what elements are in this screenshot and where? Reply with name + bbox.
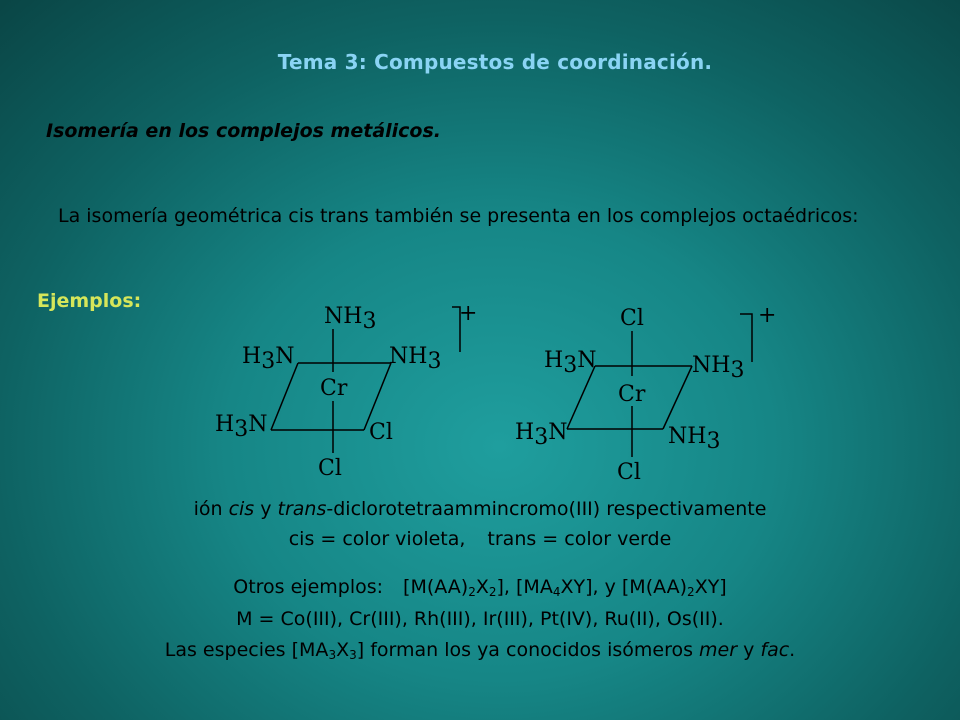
trans-bottom-ligand: Cl: [617, 460, 641, 485]
cis-upper-right-ligand: NH3: [389, 344, 442, 374]
mer-fac-line: Las especies $[MA_3X_3]$ forman los ya conocidos isómeros mer y fac.: [164, 639, 796, 662]
cis-bottom-ligand: Cl: [318, 456, 342, 481]
trans-top-ligand: Cl: [620, 306, 644, 331]
trans-lower-right-ligand: NH3: [668, 424, 721, 454]
trans-upper-right-ligand: NH3: [692, 353, 745, 383]
cis-charge: +: [459, 301, 478, 326]
slide-title: Tema 3: Compuestos de coordinación.: [277, 50, 713, 74]
other-examples-line: Otros ejemplos: $[M(AA)_2X_2]$, $[MA_4XY]$, y $[M(AA)_2XY]$: [233, 576, 727, 599]
trans-bond-right-edge: [663, 366, 692, 429]
trans-lower-left-ligand: H3N: [515, 420, 568, 450]
slide-subtitle: Isomería en los complejos metálicos.: [46, 120, 442, 142]
trans-charge-bracket: [740, 314, 752, 362]
caption-line-1: ión cis y trans-diclorotetraammincromo(III) respectivamente: [193, 498, 767, 520]
examples-label: Ejemplos:: [37, 290, 142, 312]
cis-lower-right-ligand: Cl: [369, 420, 393, 445]
trans-upper-left-ligand: H3N: [544, 348, 597, 378]
trans-charge: +: [758, 303, 777, 328]
trans-metal-center: Cr: [618, 382, 646, 407]
metals-line: M = Co(III), Cr(III), Rh(III), Ir(III), Pt(IV), Ru(II), Os(II).: [236, 608, 724, 630]
caption-line-2: cis = color violeta, trans = color verde: [288, 528, 672, 550]
trans-complex: [567, 314, 752, 457]
trans-labels: [515, 303, 776, 485]
cis-labels: [215, 301, 477, 481]
cis-lower-left-ligand: H3N: [215, 412, 268, 442]
intro-paragraph: La isomería geométrica cis trans también se presenta en los complejos octaédricos:: [58, 205, 859, 227]
cis-top-ligand: NH3: [324, 304, 377, 334]
cis-metal-center: Cr: [320, 376, 348, 401]
cis-upper-left-ligand: H3N: [242, 344, 295, 374]
